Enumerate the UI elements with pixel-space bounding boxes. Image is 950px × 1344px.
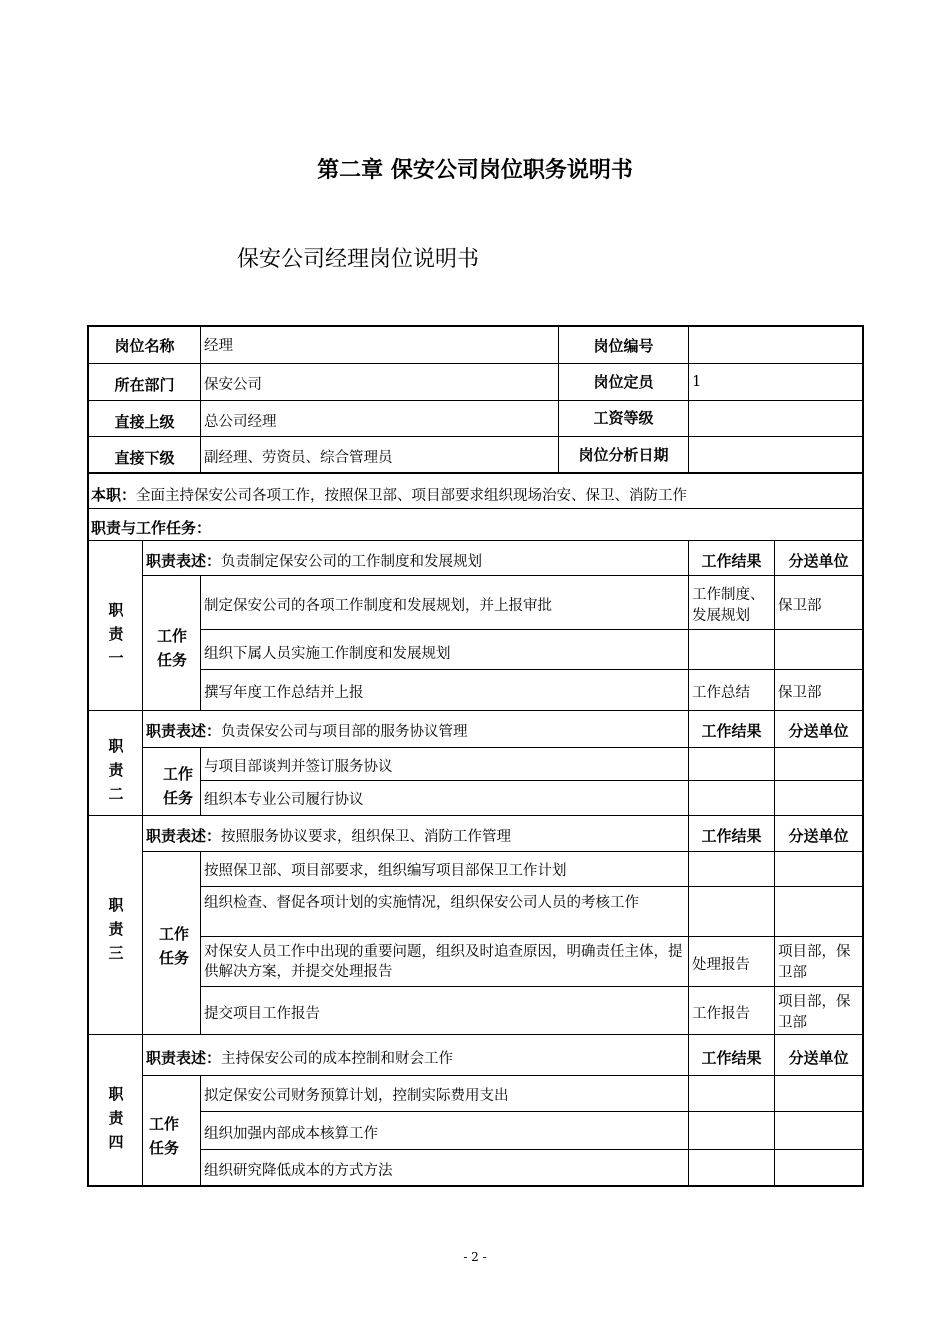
result-column-header: 工作结果 bbox=[701, 1049, 762, 1067]
task-label: 工作任务 bbox=[148, 1115, 179, 1157]
analysis-date-label: 岗位分析日期 bbox=[578, 446, 669, 464]
duty-text: 全面主持保安公司各项工作，按照保卫部、项目部要求组织现场治安、保卫、消防工作 bbox=[136, 488, 688, 504]
dept-column-header: 分送单位 bbox=[788, 827, 849, 845]
responsibility-description bbox=[146, 827, 511, 846]
section-name: 职责三 bbox=[108, 896, 124, 962]
table-border bbox=[200, 886, 864, 887]
chapter-title: 第二章 保安公司岗位职务说明书 bbox=[317, 158, 633, 183]
task-result: 工作总结 bbox=[692, 685, 750, 701]
task-text: 与项目部谈判并签订服务协议 bbox=[204, 759, 393, 775]
dept-column-header: 分送单位 bbox=[788, 1049, 849, 1067]
task-text: 拟定保安公司财务预算计划，控制实际费用支出 bbox=[204, 1088, 509, 1104]
responsibility-description bbox=[146, 552, 482, 571]
subordinate-label: 直接下级 bbox=[114, 449, 175, 467]
duty-label: 本职： bbox=[91, 486, 137, 504]
table-border bbox=[87, 363, 864, 364]
task-text: 对保安人员工作中出现的重要问题，组织及时追查原因，明确责任主体，提供解决方案，并提交处理报告 bbox=[204, 944, 683, 980]
section-name: 职责二 bbox=[108, 737, 124, 803]
table-border bbox=[142, 747, 864, 748]
superior-label: 直接上级 bbox=[114, 413, 175, 431]
table-border bbox=[688, 540, 689, 1186]
description-text: 负责制定保安公司的工作制度和发展规划 bbox=[221, 554, 483, 570]
table-border bbox=[200, 780, 864, 781]
description-label: 职责表述： bbox=[146, 722, 222, 740]
responsibilities-header: 职责与工作任务： bbox=[91, 519, 212, 537]
dept-column-header: 分送单位 bbox=[788, 722, 849, 740]
table-border bbox=[87, 436, 864, 437]
subordinate-value: 副经理、劳资员、综合管理员 bbox=[204, 450, 393, 466]
table-border bbox=[87, 508, 864, 509]
table-border bbox=[142, 575, 864, 576]
table-border bbox=[774, 540, 775, 1186]
description-text: 负责保安公司与项目部的服务协议管理 bbox=[221, 724, 468, 740]
section-name: 职责一 bbox=[108, 601, 124, 667]
table-border bbox=[200, 575, 201, 710]
task-dept: 保卫部 bbox=[778, 685, 822, 701]
table-border bbox=[87, 1034, 864, 1035]
result-column-header: 工作结果 bbox=[701, 722, 762, 740]
duty-row bbox=[91, 486, 687, 505]
table-border bbox=[87, 710, 864, 711]
task-text: 组织加强内部成本核算工作 bbox=[204, 1126, 378, 1142]
task-result: 处理报告 bbox=[692, 957, 750, 973]
task-dept: 项目部，保卫部 bbox=[778, 994, 851, 1031]
task-text: 组织研究降低成本的方式方法 bbox=[204, 1163, 393, 1179]
document-title: 保安公司经理岗位说明书 bbox=[237, 247, 480, 272]
table-border bbox=[142, 851, 864, 852]
table-border bbox=[200, 936, 864, 937]
description-label: 职责表述： bbox=[146, 827, 222, 845]
table-border bbox=[87, 1185, 864, 1187]
task-text: 组织下属人员实施工作制度和发展规划 bbox=[204, 646, 451, 662]
salary-grade-label: 工资等级 bbox=[593, 409, 654, 427]
task-label: 工作任务 bbox=[162, 765, 193, 807]
responsibility-description bbox=[146, 722, 468, 741]
table-border bbox=[688, 325, 689, 473]
position-code-label: 岗位编号 bbox=[593, 337, 654, 355]
table-border bbox=[142, 540, 143, 1186]
table-border bbox=[200, 1149, 864, 1150]
table-border bbox=[200, 986, 864, 987]
page-number: - 2 - bbox=[463, 1250, 487, 1264]
table-border bbox=[200, 851, 201, 1034]
table-border bbox=[142, 1075, 864, 1076]
table-border bbox=[200, 747, 201, 815]
description-text: 按照服务协议要求，组织保卫、消防工作管理 bbox=[221, 829, 512, 845]
superior-value: 总公司经理 bbox=[204, 414, 277, 430]
department-value: 保安公司 bbox=[204, 377, 262, 393]
task-text: 制定保安公司的各项工作制度和发展规划，并上报审批 bbox=[204, 598, 552, 614]
task-text: 撰写年度工作总结并上报 bbox=[204, 685, 364, 701]
dept-column-header: 分送单位 bbox=[788, 552, 849, 570]
task-text: 提交项目工作报告 bbox=[204, 1006, 320, 1022]
result-column-header: 工作结果 bbox=[701, 552, 762, 570]
table-border bbox=[87, 540, 864, 541]
task-label: 工作任务 bbox=[156, 627, 187, 669]
description-label: 职责表述： bbox=[146, 1049, 222, 1067]
task-text: 组织检查、督促各项计划的实施情况，组织保安公司人员的考核工作 bbox=[204, 895, 639, 911]
table-border bbox=[87, 325, 864, 327]
headcount-label: 岗位定员 bbox=[593, 373, 654, 391]
task-text: 组织本专业公司履行协议 bbox=[204, 792, 364, 808]
headcount-value: 1 bbox=[692, 374, 702, 390]
task-result: 工作制度、发展规划 bbox=[692, 587, 765, 624]
table-border bbox=[87, 472, 864, 474]
result-column-header: 工作结果 bbox=[701, 827, 762, 845]
task-text: 按照保卫部、项目部要求，组织编写项目部保卫工作计划 bbox=[204, 863, 567, 879]
table-border bbox=[87, 815, 864, 816]
table-border bbox=[862, 325, 864, 1187]
description-label: 职责表述： bbox=[146, 552, 222, 570]
responsibility-description bbox=[146, 1049, 453, 1068]
description-text: 主持保安公司的成本控制和财会工作 bbox=[221, 1051, 454, 1067]
task-label: 工作任务 bbox=[158, 925, 189, 967]
table-border bbox=[200, 669, 864, 670]
task-dept: 项目部，保卫部 bbox=[778, 944, 851, 981]
position-name-value: 经理 bbox=[204, 338, 233, 354]
task-dept: 保卫部 bbox=[778, 598, 822, 614]
table-border bbox=[200, 1111, 864, 1112]
table-border bbox=[87, 400, 864, 401]
position-name-label: 岗位名称 bbox=[114, 337, 175, 355]
task-result: 工作报告 bbox=[692, 1006, 750, 1022]
table-border bbox=[200, 629, 864, 630]
table-border bbox=[200, 325, 201, 473]
department-label: 所在部门 bbox=[114, 376, 175, 394]
table-border bbox=[200, 1075, 201, 1186]
section-name: 职责四 bbox=[108, 1085, 124, 1151]
